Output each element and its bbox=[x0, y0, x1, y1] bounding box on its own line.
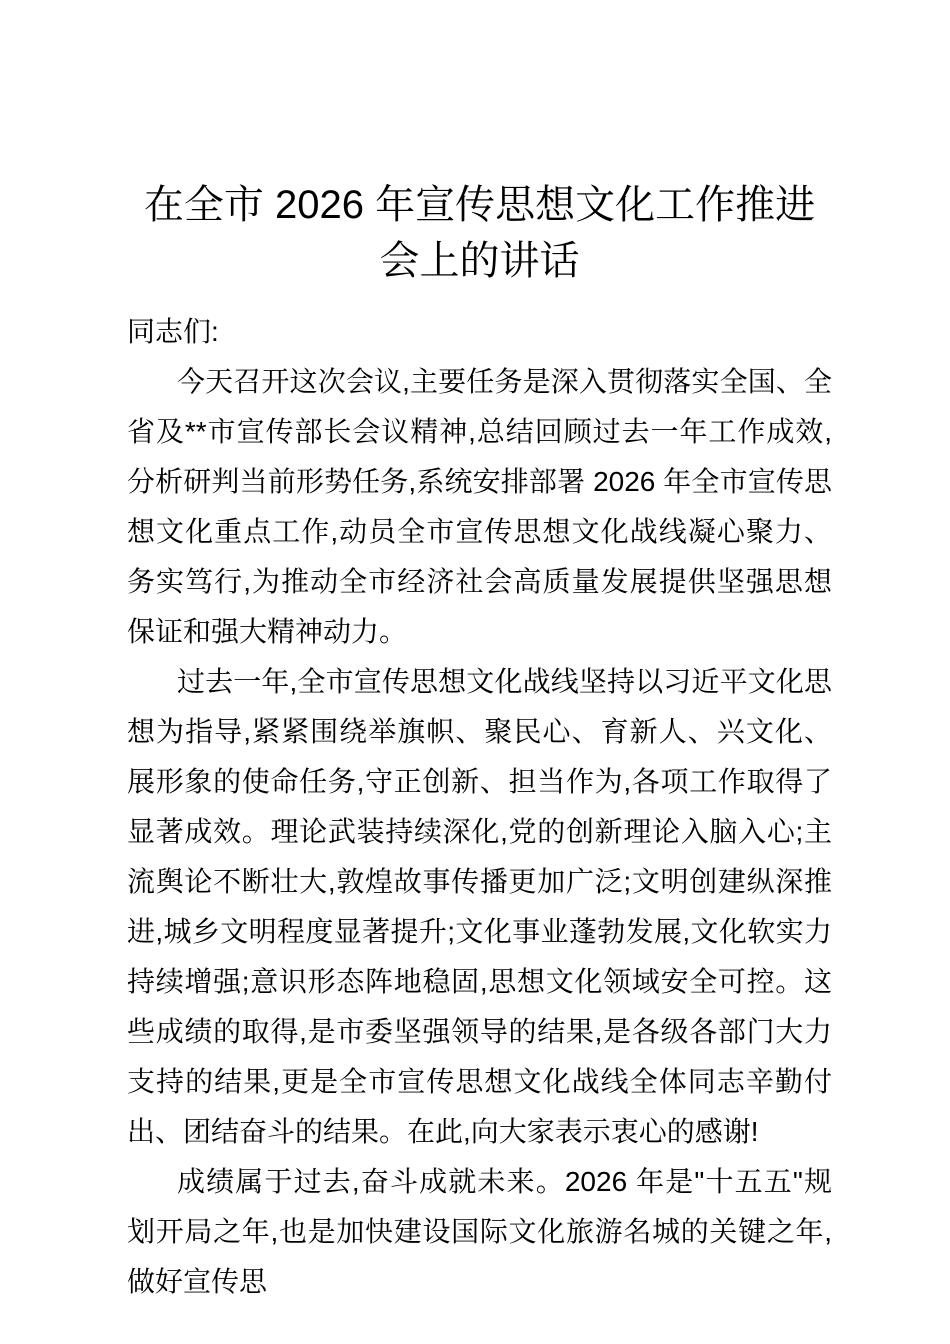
salutation-line: 同志们: bbox=[127, 316, 219, 347]
paragraph-past-year-review: 过去一年,全市宣传思想文化战线坚持以习近平文化思想为指导,紧紧围绕举旗帜、聚民心、育新人、兴文化、展形象的使命任务,守正创新、担当作为,各项工作取得了显著成效。理论武装持续深化,党的创新理论入脑入心;主流舆论不断壮大,敦煌故事传播更加广泛;文明创建纵深推进,城乡文明程度显著提升;文化事业蓬勃发展,文化软实力持续增强;意识形态阵地稳固,思想文化领域安全可控。这些成绩的取得,是市委坚强领导的结果,是各级各部门大力支持的结果,更是全市宣传思想文化战线全体同志辛勤付出、团结奋斗的结果。在此,向大家表示衷心的感谢! bbox=[127, 666, 832, 1147]
document-title: 在全市 2026 年宣传思想文化工作推进会上的讲话 bbox=[143, 183, 816, 283]
paragraph-meeting-purpose: 今天召开这次会议,主要任务是深入贯彻落实全国、全省及**市宣传部长会议精神,总结回顾过去一年工作成效,分析研判当前形势任务,系统安排部署 2026 年全市宣传思想文化重点工作,动员全市宣传思想文化战线凝心聚力、务实笃行,为推动全市经济社会高质量发展提供坚强思想保证和强大精神动力。 bbox=[127, 366, 832, 647]
paragraph-future-outlook: 成绩属于过去,奋斗成就未来。2026 年是"十五五"规划开局之年,也是加快建设国际文化旅游名城的关键之年,做好宣传思 bbox=[127, 1166, 832, 1297]
document-body bbox=[127, 307, 832, 1307]
